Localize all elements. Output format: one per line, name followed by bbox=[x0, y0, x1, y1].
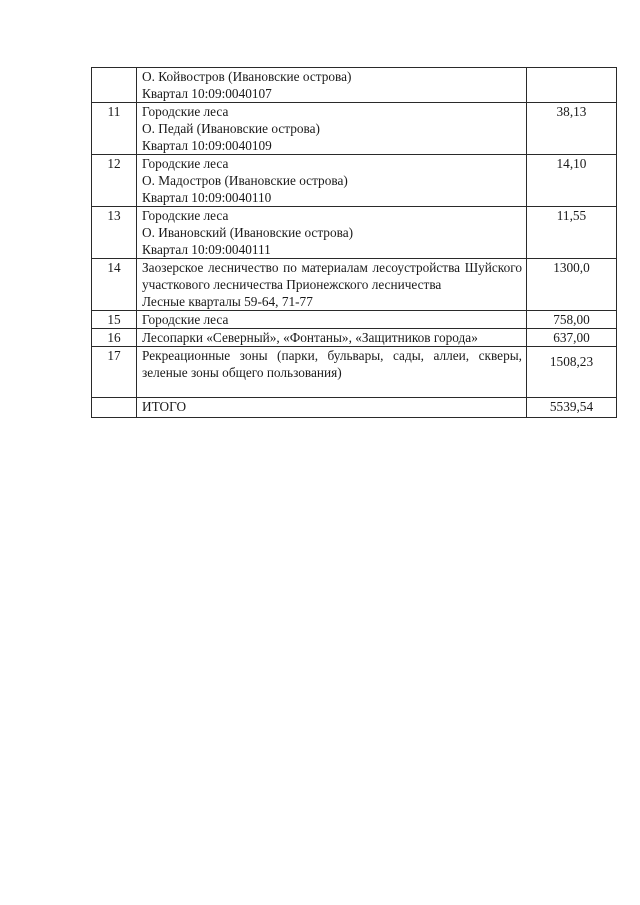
row-number-cell: 11 bbox=[92, 103, 137, 155]
description-line: Городские леса bbox=[142, 156, 229, 171]
row-description-cell bbox=[137, 207, 527, 259]
description-line: Городские леса bbox=[142, 312, 229, 327]
row-number-cell: 14 bbox=[92, 259, 137, 311]
row-number-cell: 17 bbox=[92, 347, 137, 398]
description-text: Рекреационные зоны (парки, бульвары, сады, аллеи, скверы, зеленые зоны общего пользования) bbox=[142, 348, 522, 380]
description-line: Лесные кварталы 59-64, 71-77 bbox=[142, 294, 313, 309]
table-row bbox=[92, 207, 617, 259]
description-line: Квартал 10:09:0040110 bbox=[142, 190, 272, 205]
total-row bbox=[92, 398, 617, 418]
area-value: 1300,0 bbox=[553, 260, 590, 275]
row-number-cell: 13 bbox=[92, 207, 137, 259]
row-area-cell bbox=[527, 207, 617, 259]
table-row bbox=[92, 311, 617, 329]
row-description-cell bbox=[137, 103, 527, 155]
row-number-cell bbox=[92, 68, 137, 103]
row-area-cell bbox=[527, 155, 617, 207]
total-label-cell bbox=[137, 398, 527, 418]
area-value: 1508,23 bbox=[549, 354, 594, 369]
description-text: Лесопарки «Северный», «Фонтаны», «Защитников города» bbox=[142, 330, 478, 345]
row-area-cell bbox=[527, 329, 617, 347]
row-description-cell bbox=[137, 259, 527, 311]
description-line: О. Ивановский (Ивановские острова) bbox=[142, 225, 354, 240]
row-description-cell bbox=[137, 311, 527, 329]
area-value: 11,55 bbox=[556, 208, 587, 223]
row-area-cell bbox=[527, 311, 617, 329]
table-row bbox=[92, 329, 617, 347]
area-value: 758,00 bbox=[553, 312, 590, 327]
row-area-cell bbox=[527, 103, 617, 155]
description-line: Квартал 10:09:0040111 bbox=[142, 242, 271, 257]
row-number-cell bbox=[92, 398, 137, 418]
table-row bbox=[92, 347, 617, 398]
row-description-cell bbox=[137, 347, 527, 398]
area-value: 38,13 bbox=[556, 104, 587, 119]
description-line: Городские леса bbox=[142, 208, 229, 223]
table-row bbox=[92, 68, 617, 103]
description-line: О. Педай (Ивановские острова) bbox=[142, 121, 320, 136]
description-line: Квартал 10:09:0040109 bbox=[142, 138, 272, 153]
row-description-cell bbox=[137, 68, 527, 103]
description-line: О. Мадостров (Ивановские острова) bbox=[142, 173, 348, 188]
description-line: О. Койвостров (Ивановские острова) bbox=[142, 69, 352, 84]
table-row bbox=[92, 155, 617, 207]
description-line: Квартал 10:09:0040107 bbox=[142, 86, 272, 101]
total-area-cell bbox=[527, 398, 617, 418]
row-area-cell bbox=[527, 68, 617, 103]
description-text: Заозерское лесничество по материалам лесоустройства Шуйского участкового лесничества Прионежского лесничества bbox=[142, 260, 522, 292]
table-row bbox=[92, 103, 617, 155]
row-number-cell: 16 bbox=[92, 329, 137, 347]
row-area-cell bbox=[527, 347, 617, 398]
row-number-cell: 15 bbox=[92, 311, 137, 329]
row-number-cell: 12 bbox=[92, 155, 137, 207]
table-row bbox=[92, 259, 617, 311]
forest-areas-table bbox=[91, 67, 617, 418]
description-line: Городские леса bbox=[142, 104, 229, 119]
area-value: 14,10 bbox=[556, 156, 587, 171]
total-area-value: 5539,54 bbox=[549, 399, 594, 414]
row-area-cell bbox=[527, 259, 617, 311]
area-value: 637,00 bbox=[553, 330, 590, 345]
total-label: ИТОГО bbox=[142, 399, 187, 414]
row-description-cell bbox=[137, 155, 527, 207]
row-description-cell bbox=[137, 329, 527, 347]
